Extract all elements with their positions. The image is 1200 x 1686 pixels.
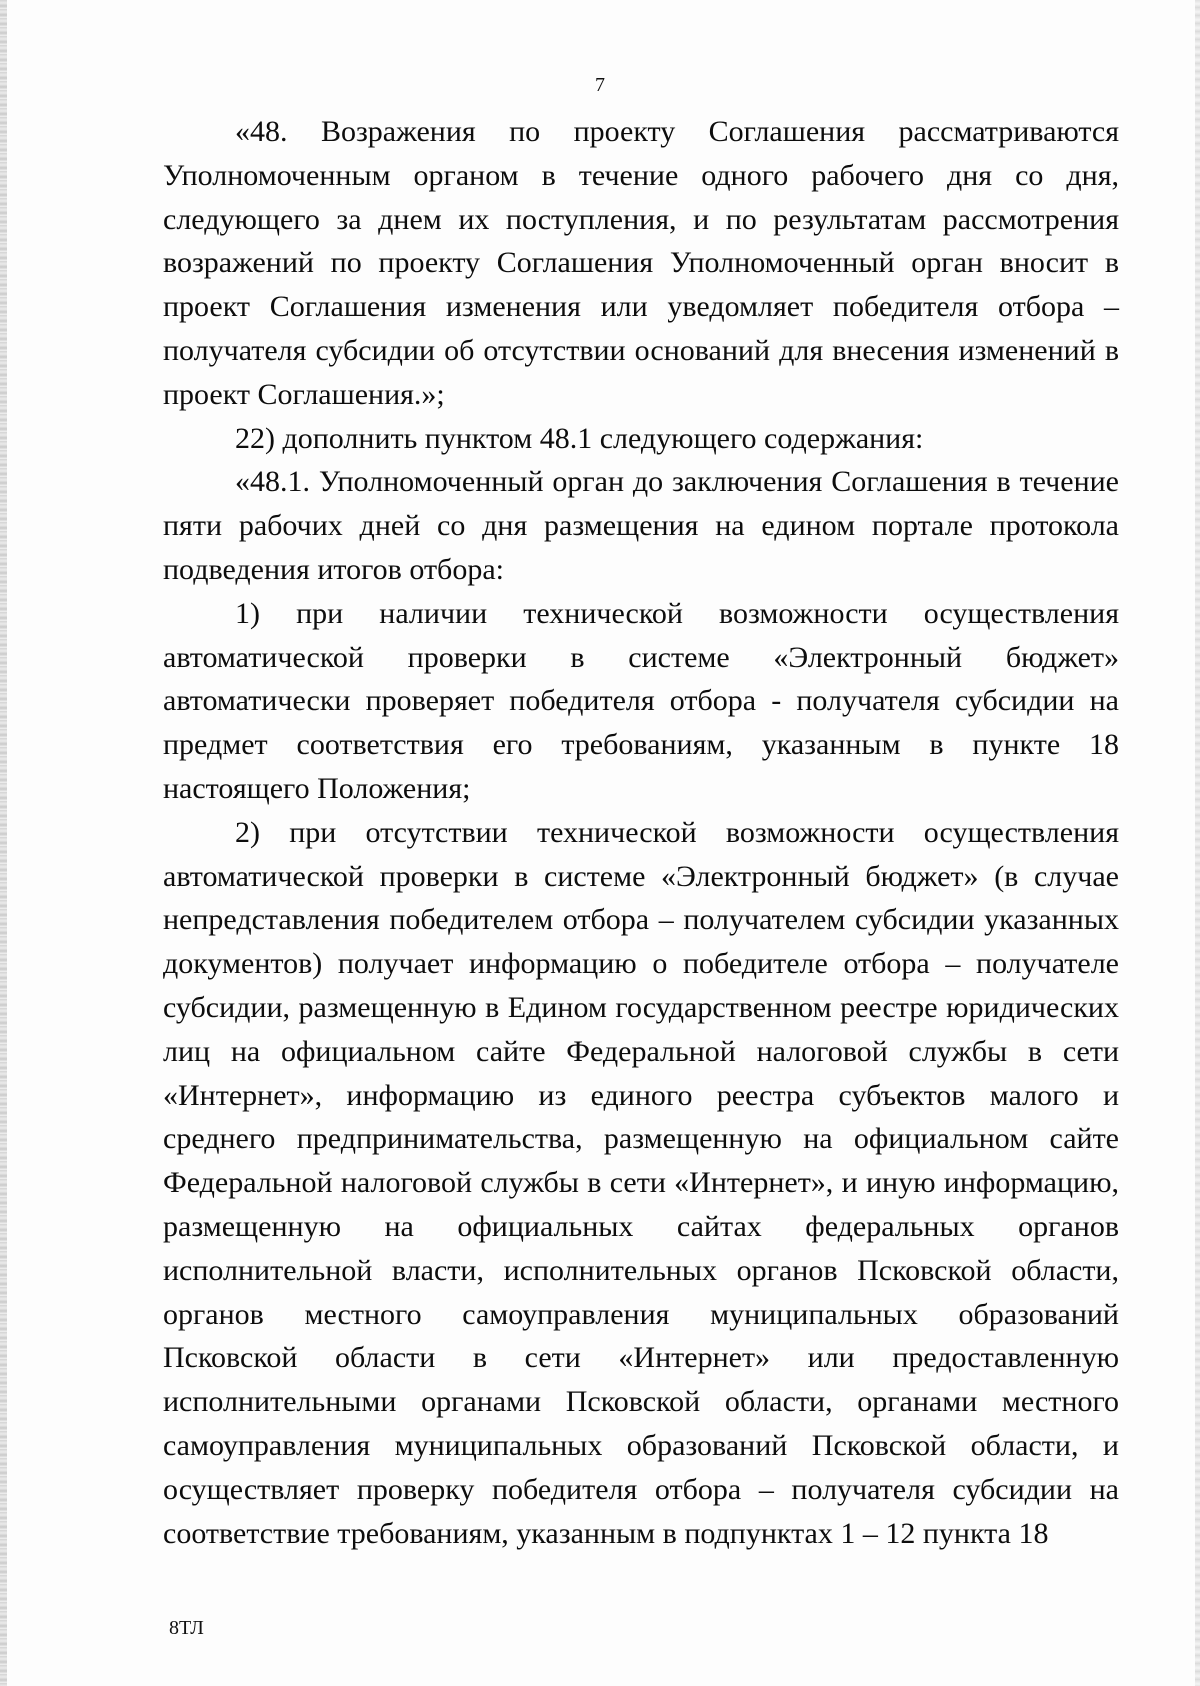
scan-edge-right — [1195, 0, 1200, 1686]
footer-code: 8ТЛ — [169, 1617, 204, 1639]
paragraph-subitem-2: 2) при отсутствии технической возможности осуществления автоматической проверки в системе «Электронный бюджет» (в случае непредставления победителем отбора – получателем субсидии указанных документов) получает информацию о победителе отбора – получателе субсидии, размещенную в Едином государственном реестре юридических лиц на официальном сайте Федеральной налоговой службы в сети «Интернет», информацию из единого реестра субъектов малого и среднего предпринимательства, размещенную на официальном сайте Федеральной налоговой службы в сети «Интернет», и иную информацию, размещенную на официальных сайтах федеральных органов исполнительной власти, исполнительных органов Псковской области, органов местного самоуправления муниципальных образований Псковской области в сети «Интернет» или предоставленную исполнительными органами Псковской области, органами местного самоуправления муниципальных образований Псковской области, и осуществляет проверку победителя отбора – получателя субсидии на соответствие требованиям, указанным в подпунктах 1 – 12 пункта 18 — [163, 815, 1119, 1550]
paragraph-subitem-1: 1) при наличии технической возможности осуществления автоматической проверки в системе «Электронный бюджет» автоматически проверяет победителя отбора - получателя субсидии на предмет соответствия его требованиям, указанным в пункте 18 настоящего Положения; — [163, 596, 1119, 805]
document-body — [163, 110, 1119, 1555]
page-number: 7 — [595, 74, 605, 96]
scan-edge-left — [0, 0, 7, 1686]
paragraph-amendment-22: 22) дополнить пунктом 48.1 следующего содержания: — [235, 421, 924, 455]
paragraph-48-1: «48.1. Уполномоченный орган до заключения Соглашения в течение пяти рабочих дней со дня размещения на едином портале протокола подведения итогов отбора: — [163, 465, 1119, 586]
paragraph-48: «48. Возражения по проекту Соглашения рассматриваются Уполномоченным органом в течение одного рабочего дня со дня, следующего за днем их поступления, и по результатам рассмотрения возражений по проекту Соглашения Уполномоченный орган вносит в проект Соглашения изменения или уведомляет победителя отбора – получателя субсидии об отсутствии оснований для внесения изменений в проект Соглашения.»; — [163, 115, 1119, 411]
